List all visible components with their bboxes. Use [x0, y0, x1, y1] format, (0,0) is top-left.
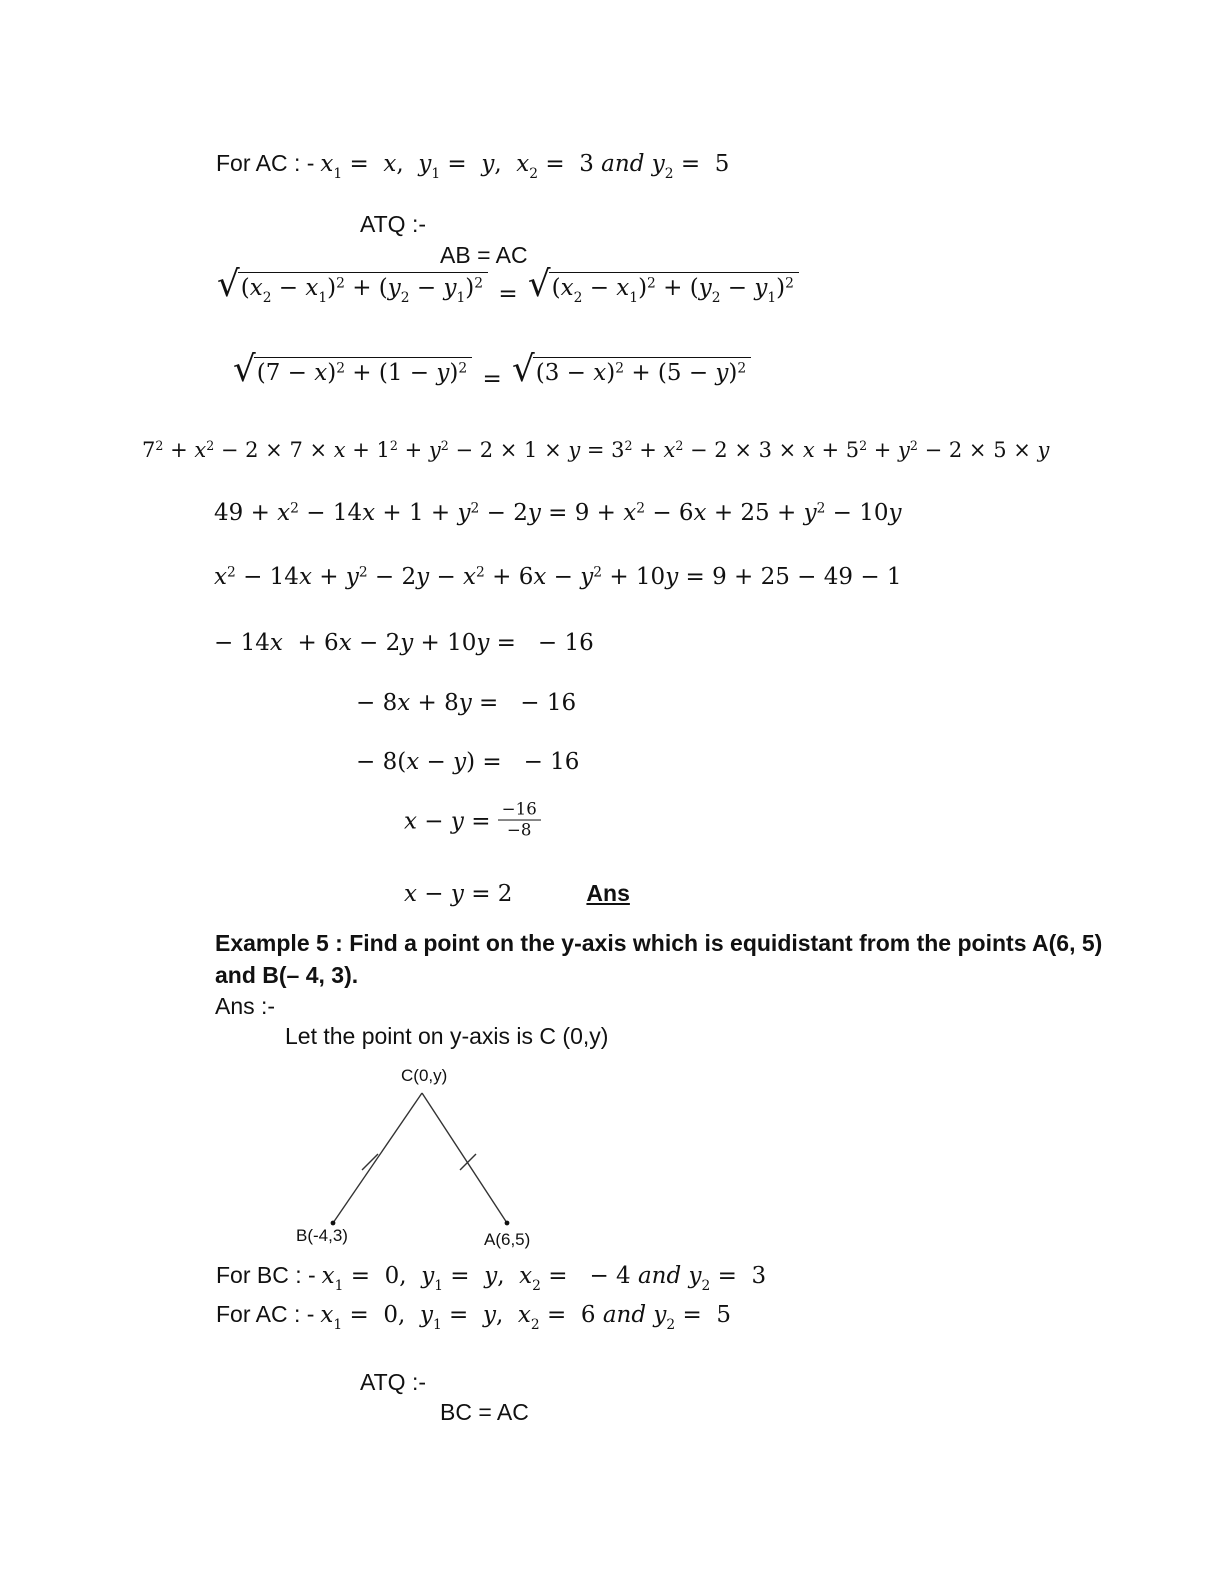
- example5-heading-line1: Example 5 : Find a point on the y-axis which is equidistant from the points A(6, 5): [215, 930, 1103, 956]
- for-ac2-math: $x_1 = 0$, $y_1 = y$, $x_2 = 6$ and $y_2 = 5$: [320, 1302, 731, 1333]
- result-line: [404, 880, 630, 907]
- eq-fraction: x − y = $\frac{-16}{-8}$: [404, 802, 541, 843]
- eq-factored: − 8(x − y) = − 16: [356, 749, 580, 775]
- eq-rearranged: $x^2 - 14x + y^2 - 2y - x^2 + 6x - y^2 + 10y = 9 + 25 - 49 - 1$: [214, 564, 902, 590]
- fraction: $\frac{-16}{-8}$: [498, 800, 541, 841]
- atq2-label: ATQ :-: [360, 1369, 427, 1395]
- radical: √ $(x_2 - x_1)^2 + (y_2 - y_1)^2$: [528, 272, 799, 308]
- radical-sign-icon: √: [512, 349, 535, 391]
- point-a-dot: [505, 1221, 510, 1226]
- ans-label: Ans :-: [215, 993, 276, 1019]
- vertex-c-label: C(0,y): [401, 1066, 448, 1085]
- eq-expanded: $7^2 + x^2 - 2 \times 7 \times x + 1^2 + y^2 - 2 \times 1 \times y = 3^2 + x^2 - 2 \times 3 \times x + 5^2 + y^2 - 2 \times 5 \times y$: [142, 438, 1050, 462]
- for-ac2-substitution-line: [216, 1301, 731, 1333]
- vertex-b-label: B(-4,3): [296, 1226, 348, 1245]
- radical: √ $(x_2 - x_1)^2 + (y_2 - y_1)^2$: [217, 272, 488, 308]
- for-ac-math: $x_1 = x$, $y_1 = y$, $x_2 = 3$ and $y_2 = 5$: [320, 151, 730, 182]
- radical-sign-icon: √: [527, 264, 551, 306]
- eq-result: x − y = 2: [404, 881, 513, 907]
- eq-collected: − 14x + 6x − 2y + 10y = − 16: [214, 630, 594, 656]
- radical: √ $(7 - x)^2 + (1 - y)^2$: [233, 357, 472, 393]
- eq-combined: − 8x + 8y = − 16: [356, 690, 577, 716]
- for-bc-substitution-line: [216, 1262, 767, 1294]
- point-b-dot: [331, 1221, 336, 1226]
- eq-substituted: √ $(7 - x)^2 + (1 - y)^2$ = √ $(3 - x)^2 + (5 - y)^2$: [230, 357, 754, 393]
- radical-sign-icon: √: [217, 264, 240, 306]
- ans-badge: Ans: [586, 880, 630, 906]
- eq-distance-formula: √ $(x_2 - x_1)^2 + (y_2 - y_1)^2$ = √ $(x_2 - x_1)^2 + (y_2 - y_1)^2$: [214, 272, 802, 308]
- radical-sign-icon: √: [233, 349, 256, 391]
- atq-label: ATQ :-: [360, 211, 427, 237]
- radical: √ $(3 - x)^2 + (5 - y)^2$: [512, 357, 751, 393]
- for-bc-math: $x_1 = 0$, $y_1 = y$, $x_2$ = − 4 and $y_2 = 3$: [321, 1263, 767, 1294]
- segment-cb: [333, 1093, 422, 1223]
- bc-equals-ac: BC = AC: [440, 1399, 529, 1425]
- let-point-line: Let the point on y-axis is C (0,y): [285, 1023, 609, 1049]
- for-ac-label: For AC : -: [216, 150, 315, 176]
- tick-mark-right: [460, 1154, 476, 1170]
- eq-simplified: $49 + x^2 - 14x + 1 + y^2 - 2y = 9 + x^2 - 6x + 25 + y^2 - 10y$: [214, 500, 902, 526]
- for-ac-substitution-line: [216, 150, 730, 182]
- segment-ca: [422, 1093, 507, 1223]
- vertex-a-label: A(6,5): [484, 1230, 531, 1249]
- ab-equals-ac: AB = AC: [440, 242, 528, 268]
- example5-heading-line2: and B(– 4, 3).: [215, 962, 359, 988]
- for-ac2-label: For AC : -: [216, 1301, 315, 1327]
- for-bc-label: For BC : -: [216, 1262, 316, 1288]
